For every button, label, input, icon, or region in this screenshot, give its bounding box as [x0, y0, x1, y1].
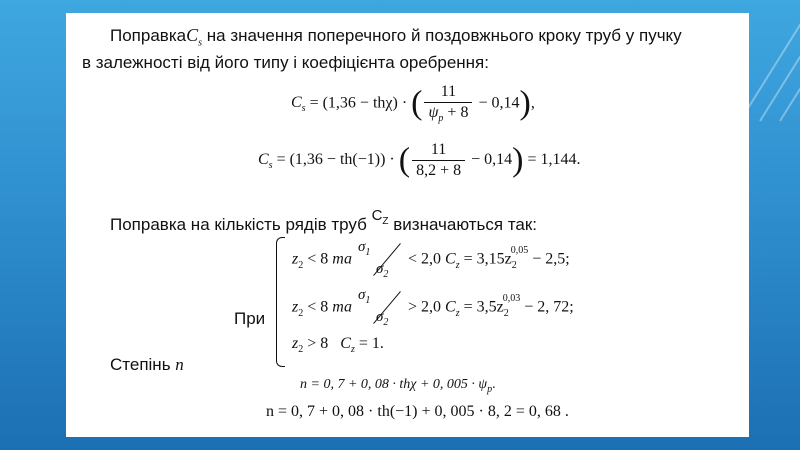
fraction: $\frac{11}{\psi_p + 8}$ [424, 83, 472, 124]
formula-part: = (1,36 − th(−1)) · [276, 151, 395, 169]
formula-part: = (1,36 − thχ) · [309, 94, 408, 112]
heading-rows [110, 207, 538, 237]
text-pri: При [234, 309, 266, 328]
heading-stepin: Степінь n [110, 355, 184, 374]
symbol-cs: $C_s$ [258, 151, 273, 172]
formula-n-value: n = 0, 7 + 0, 08 · th(−1) + 0, 005 · 8, 2 = 0, 68 . [266, 403, 569, 420]
text-rows-b: визначаються так: [393, 215, 538, 234]
formula-part: − 0,14 [471, 151, 513, 169]
symbol-cs: $C_s$ [291, 94, 306, 115]
case-2: $z_2 < 8$ та $\sigma_1$ $\sigma_2$ > 2,0 $C_z = 3,5z_2^{0,03} - 2$, 72; [292, 287, 574, 328]
symbol-cz: $C_Z$ [371, 207, 389, 227]
text-line2: в залежності від його типу і коефіцієнта оребрення: [82, 53, 489, 72]
formula-n-general: n = 0, 7 + 0, 08 · thχ + 0, $005 \cdot \psi_p$. [300, 377, 496, 395]
case-3: $z_2 > 8$ $C_z = 1$. [292, 335, 384, 356]
fraction: $\frac{11}{8,2 + 8}$ [412, 141, 465, 180]
heading-line-2 [82, 53, 489, 73]
text-rows-a: Поправка на кількість рядів труб [110, 215, 367, 234]
symbol-cs: $C_s$ [186, 25, 203, 49]
text-line1-rest: на значення поперечного й поздовжнього кроку труб у пучку [206, 26, 682, 45]
formula-cs-value: $C_s = (1,36 - th(-1))$ · ( $\frac{11}{8,2 + 8}$ − 0,14) = 1,144. [258, 141, 581, 179]
slide-content [66, 13, 749, 437]
case-1: $z_2 < 8$ та $\sigma_1$ $\sigma_2$ < 2,0 $C_z = 3,15z_2^{0,05} - 2,5$; [292, 239, 570, 280]
formula-result: = 1,144. [527, 151, 581, 169]
text-popravka: Поправка [110, 26, 187, 45]
heading-line-1 [110, 25, 682, 49]
cases-brace [276, 237, 285, 367]
formula-part: − 0,14 [478, 94, 520, 112]
formula-cs-general: $C_s = (1,36 - th\chi)$ · ( $\frac{11}{\psi_p + 8}$ − 0,14), [291, 83, 535, 125]
